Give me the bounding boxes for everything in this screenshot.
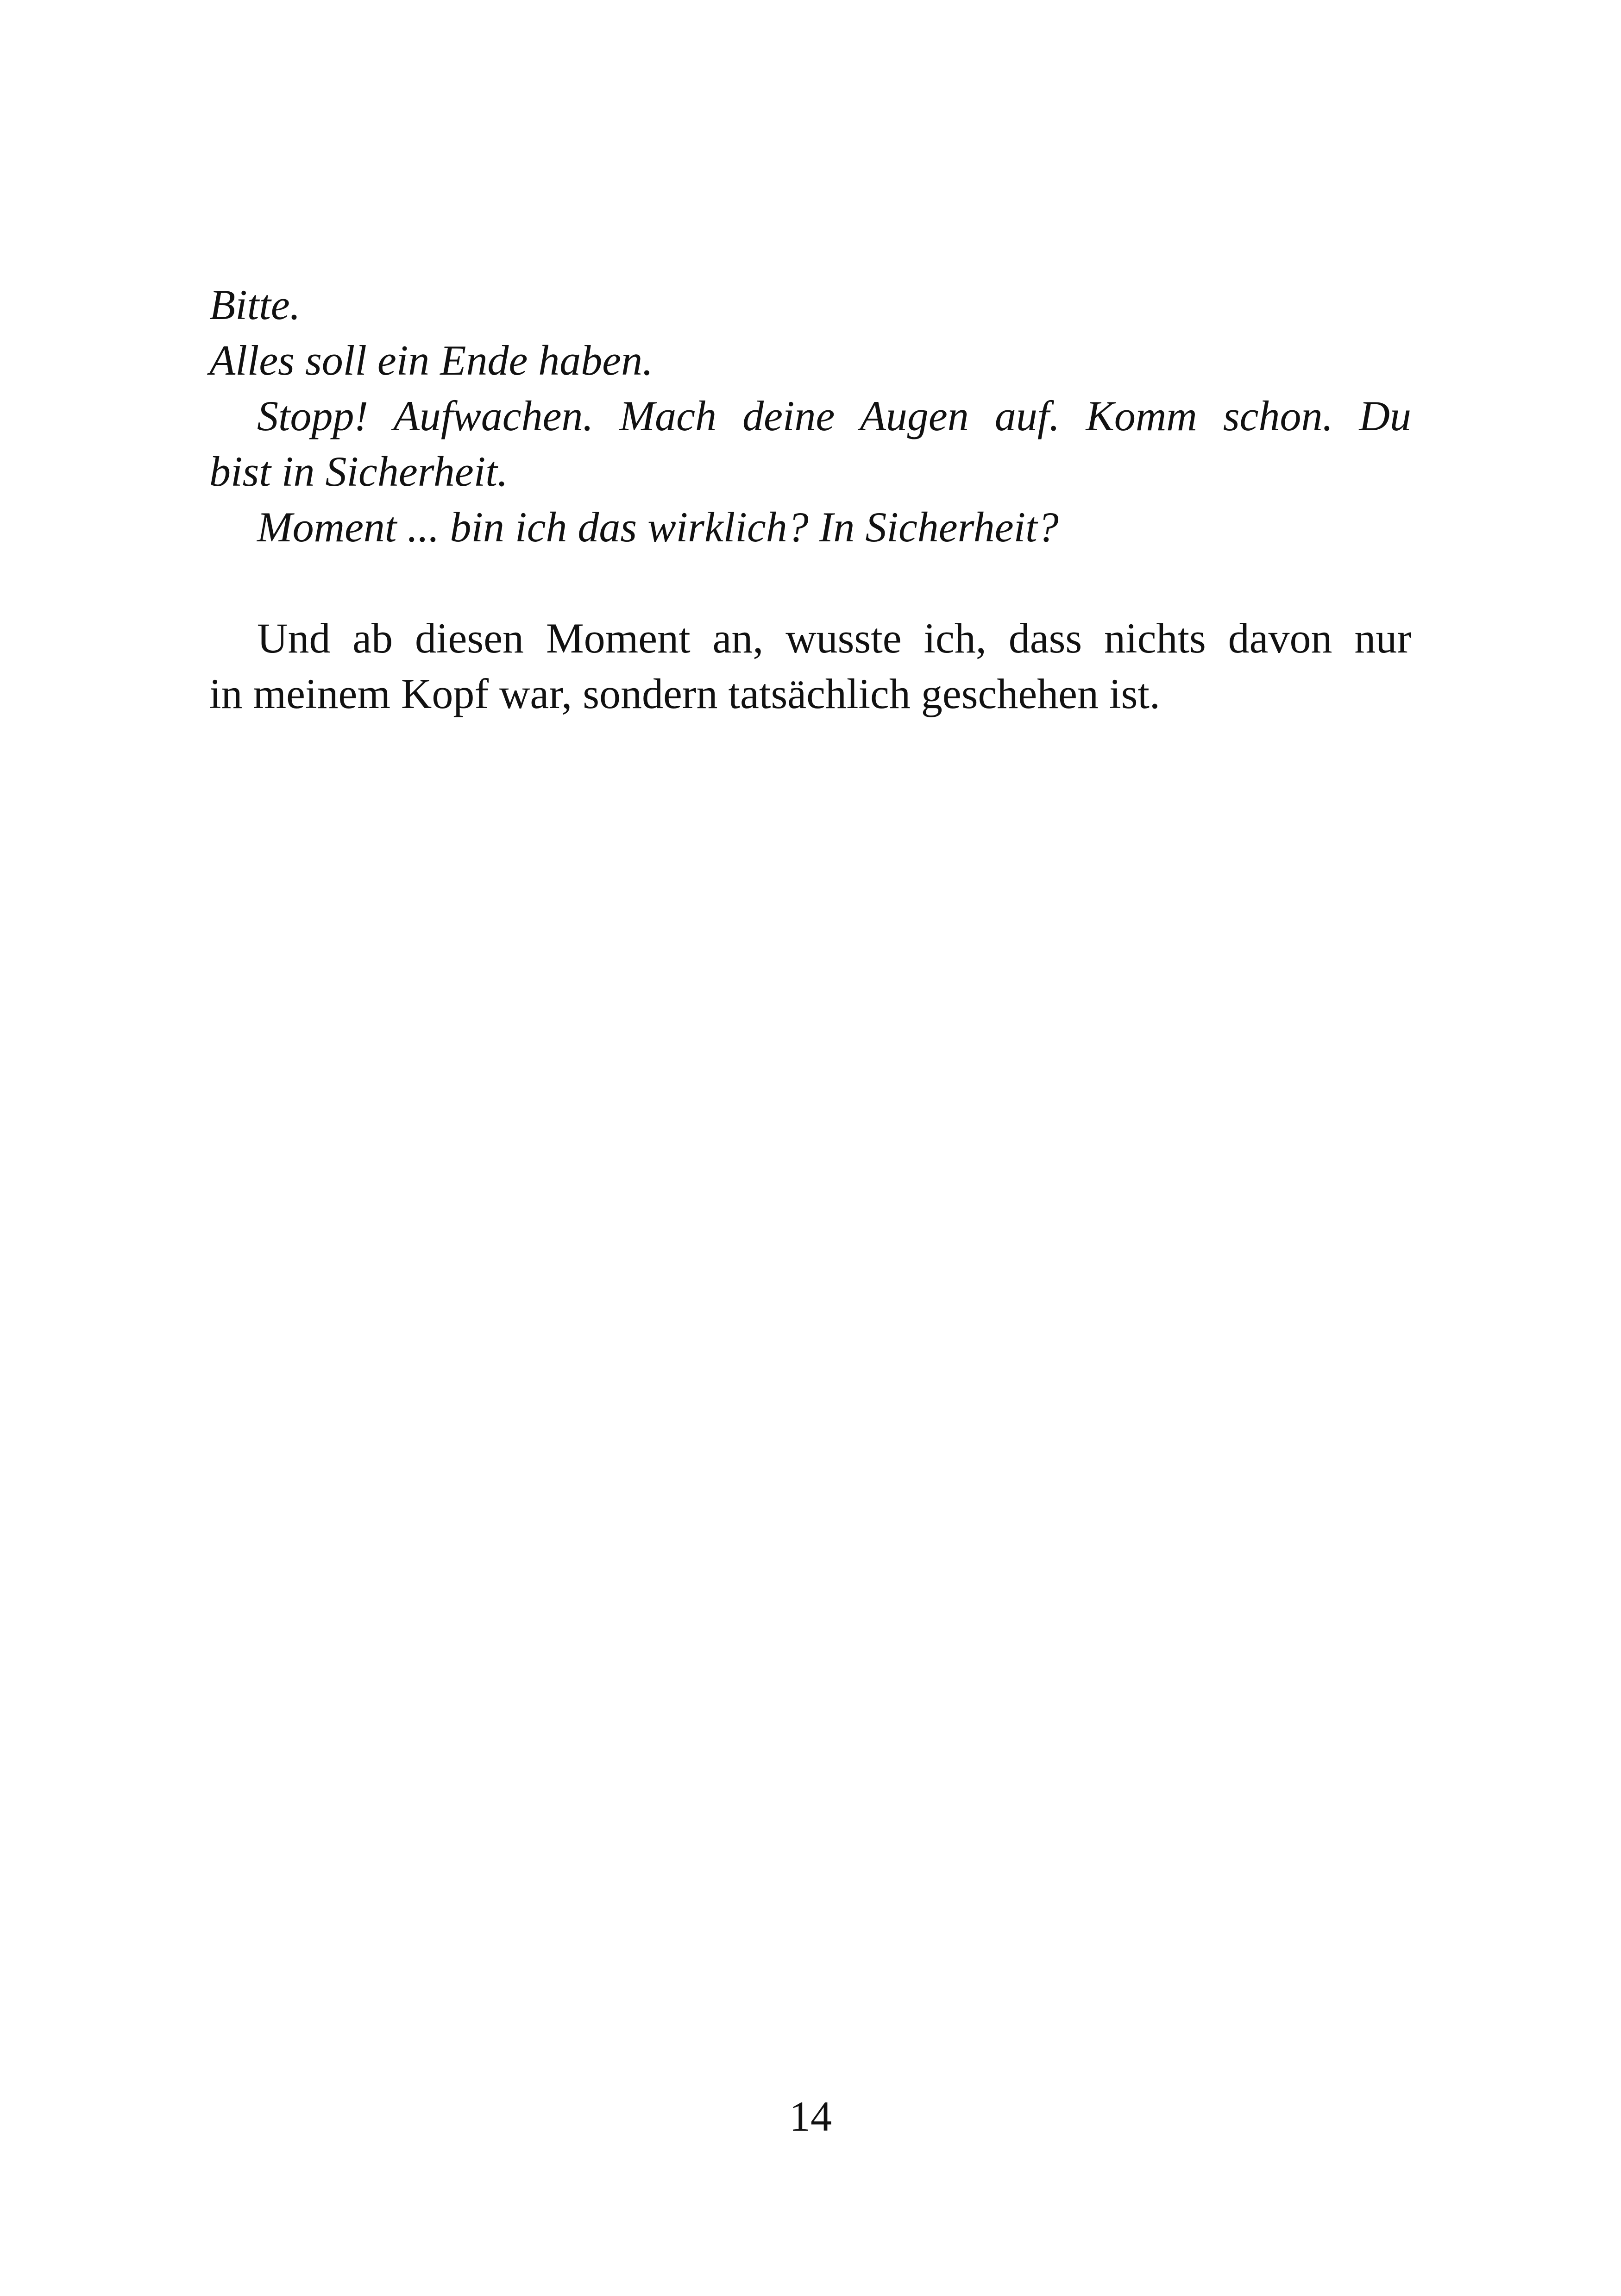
- italic-line-sicherheit: bist in Sicherheit.: [209, 448, 508, 495]
- page-number: 14: [789, 2093, 832, 2140]
- italic-line-bitte: Bitte.: [209, 281, 301, 328]
- page-body: [209, 277, 1411, 721]
- paragraph-line-1: Und ab diesen Moment an, wusste ich, dass nichts davon nur: [257, 615, 1411, 662]
- paragraph-line-2: in meinem Kopf war, sondern tatsächlich geschehen ist.: [209, 670, 1160, 717]
- italic-line-ende: Alles soll ein Ende haben.: [209, 337, 653, 384]
- italic-line-moment: Moment ... bin ich das wirklich? In Sicherheit?: [257, 503, 1059, 551]
- section-break: [209, 555, 1411, 610]
- italic-line-stopp: Stopp! Aufwachen. Mach deine Augen auf. Komm schon. Du: [257, 392, 1411, 439]
